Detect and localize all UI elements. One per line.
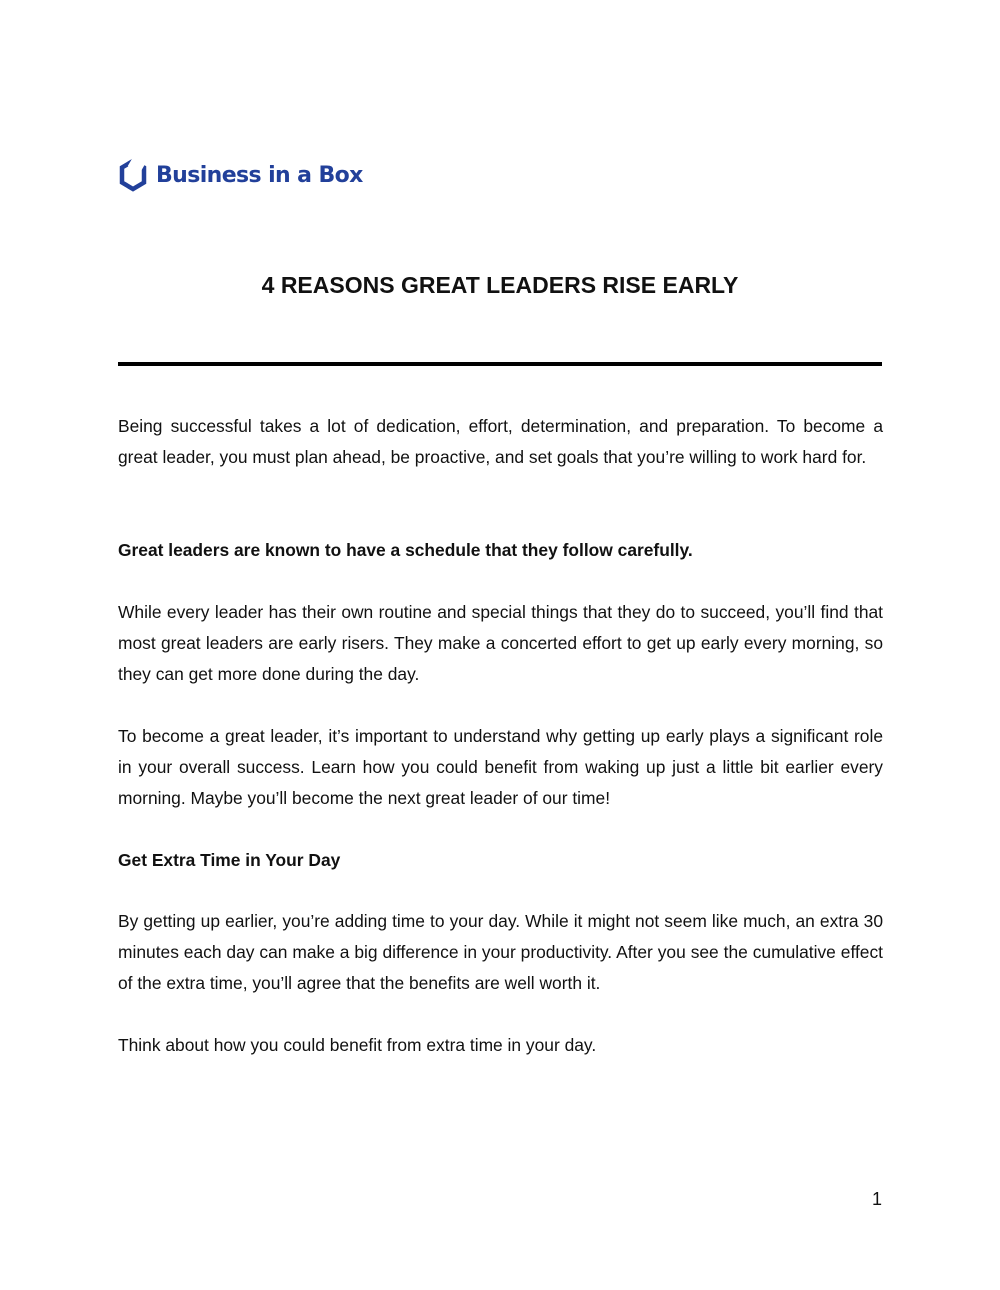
intro-paragraph: Being successful takes a lot of dedication, effort, determination, and preparation. To become a great leader, you must plan ahead, be proactive, and set goals that you’re willing to work hard for.: [118, 416, 883, 467]
body-paragraph: To become a great leader, it’s important to understand why getting up early plays a significant role in your overall success. Learn how you could benefit from waking up just a little bit earlier every morning. Maybe you’ll become the next great leader of our time!: [118, 726, 883, 808]
body-paragraph: While every leader has their own routine and special things that they do to succeed, you’ll find that most great leaders are early risers. They make a concerted effort to get up early every morning, so they can get more done during the day.: [118, 602, 883, 684]
page-number: 1: [871, 1189, 882, 1209]
section-heading: Get Extra Time in Your Day: [118, 850, 341, 870]
brand-logo: [118, 157, 363, 193]
title-divider: [118, 362, 882, 366]
document-title: 4 REASONS GREAT LEADERS RISE EARLY: [261, 272, 739, 298]
body-paragraph: By getting up earlier, you’re adding time to your day. While it might not seem like much, an extra 30 minutes each day can make a big difference in your productivity. After you see the cumulative effect of the extra time, you’ll agree that the benefits are well worth it.: [118, 911, 883, 993]
bold-statement: Great leaders are known to have a schedule that they follow carefully.: [118, 540, 693, 560]
hexagon-logo-icon: [118, 158, 148, 192]
body-paragraph: Think about how you could benefit from extra time in your day.: [118, 1035, 597, 1055]
brand-name: Business in a Box: [156, 162, 363, 188]
